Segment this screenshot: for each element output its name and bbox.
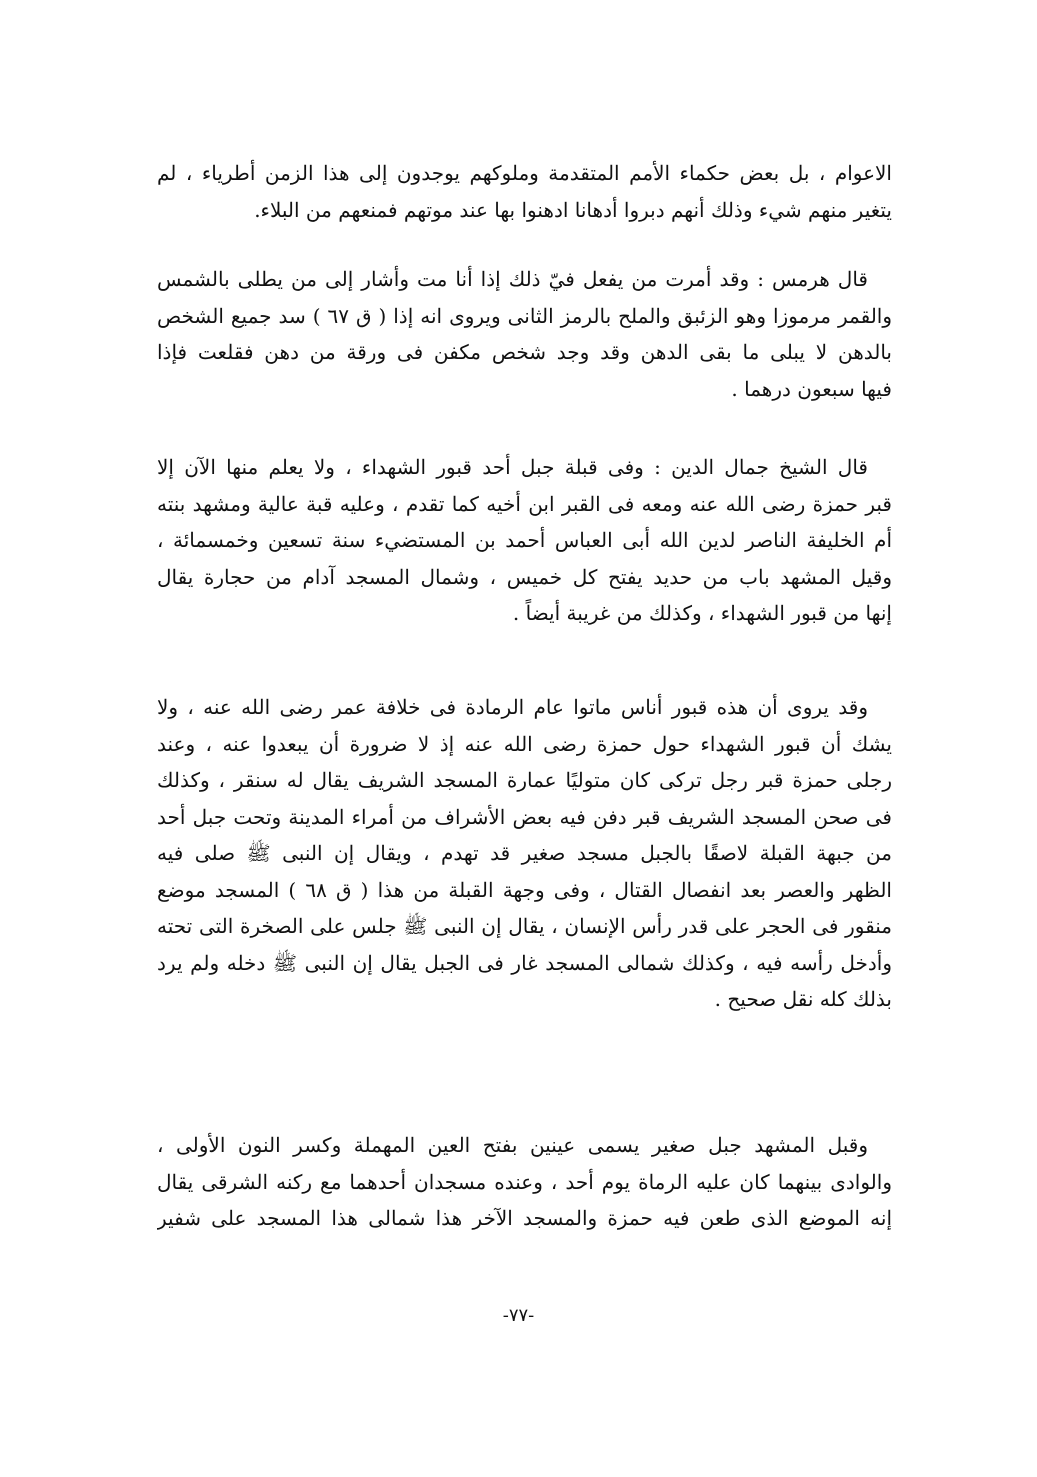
paragraph-2-line-2: والقمر مرموزا وهو الزئبق والملح بالرمز الثانى ويروى انه إذا ( ق ٦٧ ) سد جميع الشخص: [157, 303, 892, 328]
paragraph-4-line-2: يشك أن قبور الشهداء حول حمزة رضى الله عنه إذ لا ضرورة أن يبعدوا عنه ، وعند: [157, 731, 892, 756]
paragraph-1-line-2: يتغير منهم شيء وذلك أنهم دبروا أدهانا ادهنوا بها عند موتهم فمنعهم من البلاء.: [254, 197, 892, 222]
paragraph-3: [157, 449, 892, 632]
paragraph-3-line-1: قال الشيخ جمال الدين : وفى قبلة جبل أحد قبور الشهداء ، ولا يعلم منها الآن إلا: [157, 455, 868, 479]
paragraph-1-line-1: الاعوام ، بل بعض حكماء الأمم المتقدمة وملوكهم يوجدون إلى هذا الزمن أطرياء ، لم: [157, 161, 892, 185]
paragraph-4-line-1: وقد يروى أن هذه قبور أناس ماتوا عام الرمادة فى خلافة عمر رضى الله عنه ، ولا: [157, 695, 868, 719]
paragraph-4: [157, 689, 892, 1018]
paragraph-3-line-4: وقيل المشهد باب من حديد يفتح كل خميس ، وشمال المسجد آدام من حجارة يقال: [157, 564, 892, 589]
paragraph-4-line-8: وأدخل رأسه فيه ، وكذلك شمالى المسجد غار فى الجبل يقال إن النبى ﷺ دخله ولم يرد: [157, 950, 892, 975]
paragraph-2-line-4: فيها سبعون درهما .: [731, 376, 892, 401]
paragraph-3-line-3: أم الخليفة الناصر لدين الله أبى العباس أحمد بن المستضيء سنة تسعين وخمسمائة ،: [157, 528, 892, 552]
paragraph-3-line-5: إنها من قبور الشهداء ، وكذلك من غريبة أيضاً .: [512, 601, 892, 625]
paragraph-4-line-9: بذلك كله نقل صحيح .: [714, 987, 892, 1011]
paragraph-1: [157, 155, 892, 228]
page-number: -٧٧-: [502, 1305, 535, 1326]
paragraph-3-line-2: قبر حمزة رضى الله عنه ومعه فى القبر ابن أخيه كما تقدم ، وعليه قبة عالية ومشهد بنته: [157, 491, 892, 516]
paragraph-4-line-4: فى صحن المسجد الشريف قبر دفن فيه بعض الأشراف من أمراء المدينة وتحت جبل أحد: [157, 804, 892, 829]
paragraph-5-line-2: والوادى بينهما كان عليه الرماة يوم أحد ، وعنده مسجدان أحدهما مع ركنه الشرقى يقال: [157, 1169, 892, 1194]
paragraph-2: [157, 261, 892, 407]
paragraph-5: [157, 1127, 892, 1237]
paragraph-2-line-3: بالدهن لا يبلى ما بقى الدهن وقد وجد شخص مكفن فى ورقة من دهن فقلعت فإذا: [157, 340, 892, 364]
paragraph-5-line-1: وقبل المشهد جبل صغير يسمى عينين بفتح العين المهملة وكسر النون الأولى ،: [157, 1133, 868, 1157]
paragraph-2-line-1: قال هرمس : وقد أمرت من يفعل فيّ ذلك إذا أنا مت وأشار إلى من يطلى بالشمس: [157, 267, 868, 291]
paragraph-4-line-7: منقور فى الحجر على قدر رأس الإنسان ، يقال إن النبى ﷺ جلس على الصخرة التى تحته: [157, 914, 892, 938]
paragraph-4-line-5: من جبهة القبلة لاصقًا بالجبل مسجد صغير قد تهدم ، ويقال إن النبى ﷺ صلى فيه: [157, 841, 892, 865]
paragraph-5-line-3: إنه الموضع الذى طعن فيه حمزة والمسجد الآخر هذا شمالى هذا المسجد على شفير: [157, 1206, 892, 1230]
paragraph-4-line-3: رجلى حمزة قبر رجل تركى كان متوليًا عمارة المسجد الشريف يقال له سنقر ، وكذلك: [157, 768, 892, 792]
paragraph-4-line-6: الظهر والعصر بعد انفصال القتال ، وفى وجهة القبلة من هذا ( ق ٦٨ ) المسجد موضع: [157, 877, 892, 902]
